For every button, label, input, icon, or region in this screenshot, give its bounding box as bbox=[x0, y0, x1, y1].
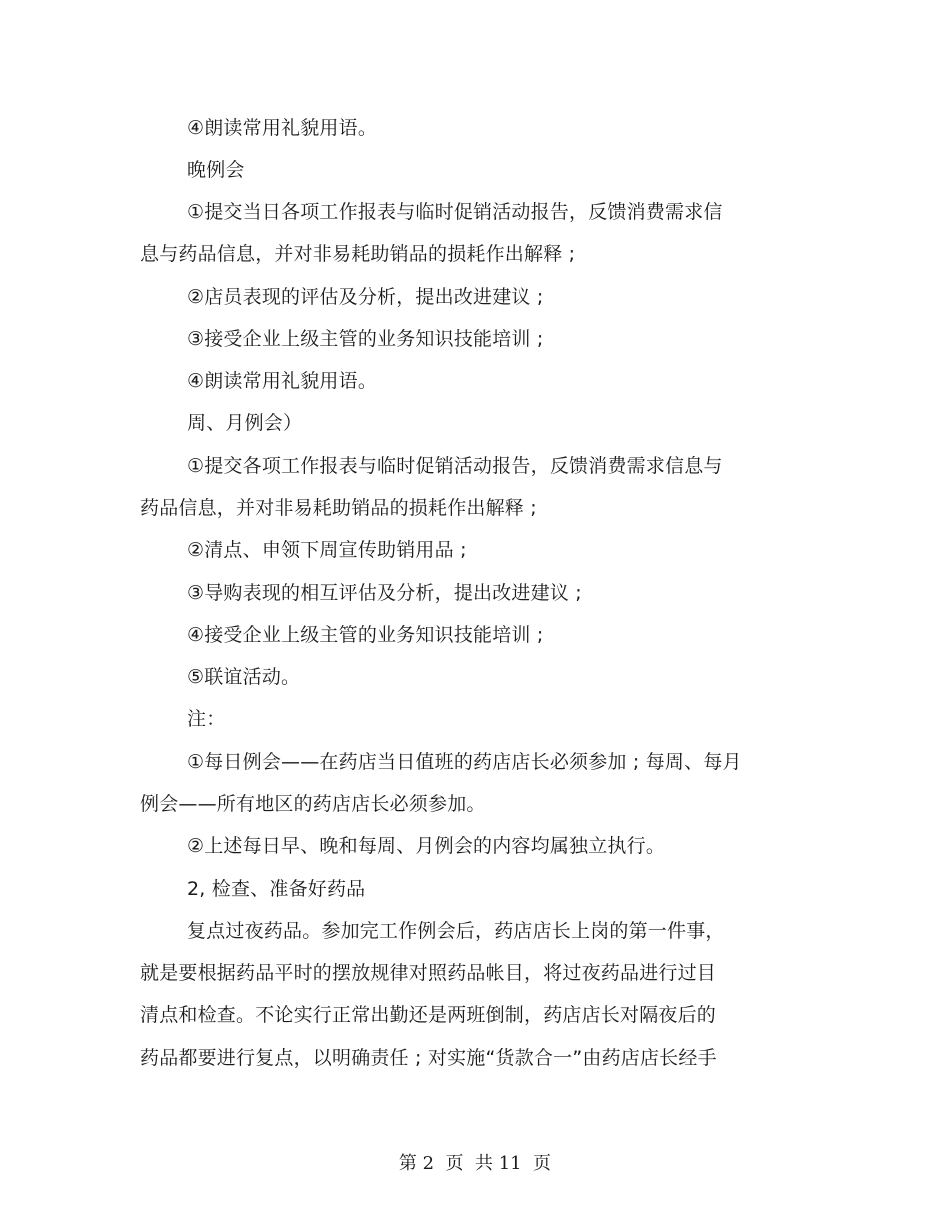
text-line: 息与药品信息，并对非易耗助销品的损耗作出解释 ; bbox=[140, 243, 576, 265]
text-line: ④朗读常用礼貌用语。 bbox=[187, 117, 378, 139]
text-line: ②清点、申领下周宣传助销用品 ; bbox=[187, 539, 467, 561]
text-line: ③导购表现的相互评估及分析，提出改进建议 ; bbox=[187, 582, 582, 604]
text-line: 药品都要进行复点，以明确责任 ; 对实施“货款合一”由药店店长经手 bbox=[140, 1047, 717, 1069]
text-line: ④朗读常用礼貌用语。 bbox=[187, 370, 378, 392]
text-line: ②上述每日早、晚和每周、月例会的内容均属独立执行。 bbox=[187, 835, 666, 857]
text-line: ①提交当日各项工作报表与临时促销活动报告，反馈消费需求信 bbox=[187, 201, 723, 223]
text-line: ④接受企业上级主管的业务知识技能培训 ; bbox=[187, 624, 544, 646]
section-heading: 周、月例会） bbox=[187, 412, 303, 434]
text-line: ②店员表现的评估及分析，提出改进建议 ; bbox=[187, 286, 544, 308]
text-line: ①每日例会——在药店当日值班的药店店长必须参加 ; 每周、每月 bbox=[187, 751, 742, 773]
text-line: 药品信息，并对非易耗助销品的损耗作出解释 ; bbox=[140, 497, 537, 519]
text-line: 例会——所有地区的药店店长必须参加。 bbox=[140, 793, 486, 815]
page-number-footer: 第 2 页 共 11 页 bbox=[398, 1153, 552, 1174]
section-heading: 2, 检查、准备好药品 bbox=[187, 878, 366, 900]
text-line: 复点过夜药品。参加完工作例会后，药店店长上岗的第一件事， bbox=[187, 920, 725, 942]
text-line: 就是要根据药品平时的摆放规律对照药品帐目，将过夜药品进行过目 bbox=[140, 962, 717, 984]
text-line: ⑤联谊活动。 bbox=[187, 666, 301, 688]
text-line: 清点和检查。不论实行正常出勤还是两班倒制，药店店长对隔夜后的 bbox=[140, 1004, 717, 1026]
text-line: ①提交各项工作报表与临时促销活动报告，反馈消费需求信息与 bbox=[187, 455, 723, 477]
note-heading: 注： bbox=[187, 708, 226, 730]
section-heading: 晚例会 bbox=[187, 159, 245, 181]
text-line: ③接受企业上级主管的业务知识技能培训 ; bbox=[187, 328, 544, 350]
